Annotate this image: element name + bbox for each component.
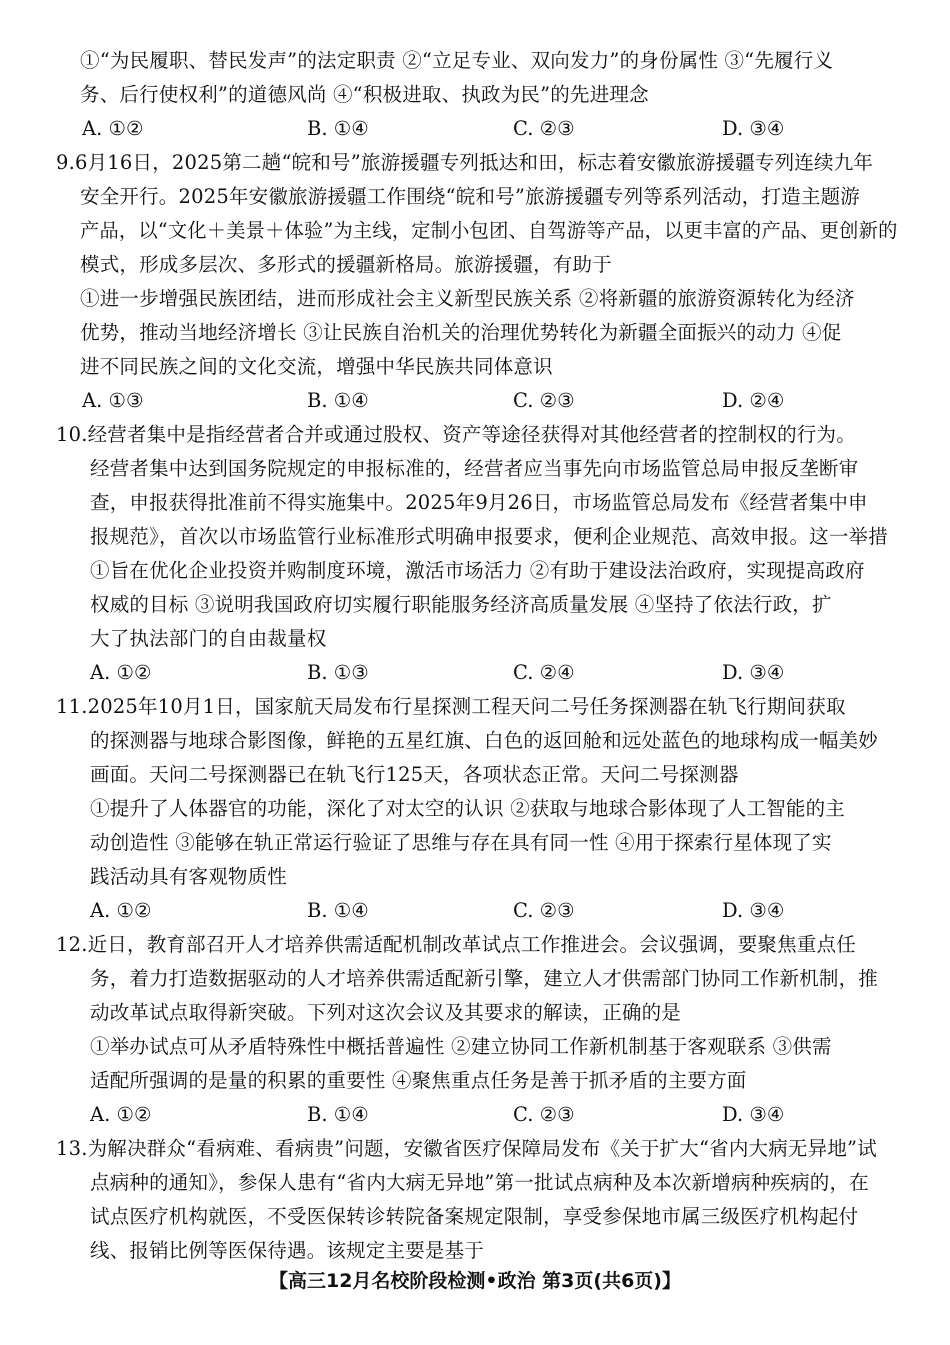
q9-line-6: 优势，推动当地经济增长 ③让民族自治机关的治理优势转化为新疆全面振兴的动力 ④促 [80,321,842,344]
q11-option-d: D. ③④ [722,899,785,922]
q10-line-4: 报规范》，首次以市场监管行业标准形式明确申报要求，便利企业规范、高效申报。这一举措 [90,525,888,548]
q10-option-d: D. ③④ [722,661,785,684]
q8-line-2: 务、后行使权利”的道德风尚 ④“积极进取、执政为民”的先进理念 [80,83,649,106]
q10-line-2: 经营者集中达到国务院规定的申报标准的，经营者应当事先向市场监管总局申报反垄断审 [90,457,859,480]
q11-line-1: 11.2025年10月1日，国家航天局发布行星探测工程天问二号任务探测器在轨飞行期间获取 [56,695,846,718]
q13-line-1: 13.为解决群众“看病难、看病贵”问题，安徽省医疗保障局发布《关于扩大“省内大病无异地”试 [56,1137,877,1160]
q11-line-2: 的探测器与地球合影图像，鲜艳的五星红旗、白色的返回舱和远处蓝色的地球构成一幅美妙 [90,729,879,752]
q11-line-6: 践活动具有客观物质性 [90,865,288,888]
q12-line-2: 务，着力打造数据驱动的人才培养供需适配新引擎，建立人才供需部门协同工作新机制，推 [90,967,879,990]
q9-option-c: C. ②③ [513,389,575,412]
q11-option-c: C. ②③ [513,899,575,922]
q12-option-b: B. ①④ [307,1103,369,1126]
q12-option-d: D. ③④ [722,1103,785,1126]
q8-option-d: D. ③④ [722,117,785,140]
q11-option-a: A. ①② [90,899,152,922]
q8-option-c: C. ②③ [513,117,575,140]
q9-line-2: 安全开行。2025年安徽旅游援疆工作围绕“皖和号”旅游援疆专列等系列活动，打造主题游 [80,185,860,208]
q13-line-2: 点病种的通知》，参保人患有“省内大病无异地”第一批试点病种及本次新增病种疾病的，在 [90,1171,869,1194]
q13-line-3: 试点医疗机构就医，不受医保转诊转院备案规定限制，享受参保地市属三级医疗机构起付 [90,1205,859,1228]
q12-line-5: 适配所强调的是量的积累的重要性 ④聚焦重点任务是善于抓矛盾的主要方面 [90,1069,747,1092]
q10-line-6: 权威的目标 ③说明我国政府切实履行职能服务经济高质量发展 ④坚持了依法行政，扩 [90,593,832,616]
q11-option-b: B. ①④ [307,899,369,922]
q10-line-7: 大了执法部门的自由裁量权 [90,627,327,650]
q12-line-4: ①举办试点可从矛盾特殊性中概括普遍性 ②建立协同工作新机制基于客观联系 ③供需 [90,1035,832,1058]
q12-line-1: 12.近日，教育部召开人才培养供需适配机制改革试点工作推进会。会议强调，要聚焦重点任 [56,933,856,956]
q10-option-a: A. ①② [90,661,152,684]
q9-line-5: ①进一步增强民族团结，进而形成社会主义新型民族关系 ②将新疆的旅游资源转化为经济 [80,287,855,310]
q9-option-d: D. ②④ [722,389,785,412]
q11-line-5: 动创造性 ③能够在轨正常运行验证了思维与存在具有同一性 ④用于探索行星体现了实 [90,831,832,854]
q9-line-3: 产品，以“文化＋美景＋体验”为主线，定制小包团、自驾游等产品，以更丰富的产品、更创新的 [80,219,898,242]
q9-line-4: 模式，形成多层次、多形式的援疆新格局。旅游援疆，有助于 [80,253,612,276]
page-footer: 【高三12月名校阶段检测•政治 第3页(共6页)】 [268,1270,681,1292]
q10-line-1: 10.经营者集中是指经营者合并或通过股权、资产等途径获得对其他经营者的控制权的行为。 [56,423,856,446]
q13-line-4: 线、报销比例等医保待遇。该规定主要是基于 [90,1239,485,1262]
q10-option-c: C. ②④ [513,661,575,684]
q9-line-1: 9.6月16日，2025第二趟“皖和号”旅游援疆专列抵达和田，标志着安徽旅游援疆专列连续九年 [56,151,874,174]
q10-line-5: ①旨在优化企业投资并购制度环境，激活市场活力 ②有助于建设法治政府，实现提高政府 [90,559,865,582]
q11-line-3: 画面。天问二号探测器已在轨飞行125天，各项状态正常。天问二号探测器 [90,763,739,786]
q9-option-b: B. ①④ [307,389,369,412]
q9-line-7: 进不同民族之间的文化交流，增强中华民族共同体意识 [80,355,553,378]
q12-line-3: 动改革试点取得新突破。下列对这次会议及其要求的解读，正确的是 [90,1001,682,1024]
q11-line-4: ①提升了人体器官的功能，深化了对太空的认识 ②获取与地球合影体现了人工智能的主 [90,797,845,820]
q10-option-b: B. ①③ [307,661,369,684]
q10-line-3: 查，申报获得批准前不得实施集中。2025年9月26日，市场监管总局发布《经营者集中申 [90,491,868,514]
q8-option-a: A. ①② [82,117,144,140]
q9-option-a: A. ①③ [82,389,144,412]
q8-line-1: ①“为民履职、替民发声”的法定职责 ②“立足专业、双向发力”的身份属性 ③“先履行义 [80,49,834,72]
q12-option-c: C. ②③ [513,1103,575,1126]
q8-option-b: B. ①④ [307,117,369,140]
q12-option-a: A. ①② [90,1103,152,1126]
